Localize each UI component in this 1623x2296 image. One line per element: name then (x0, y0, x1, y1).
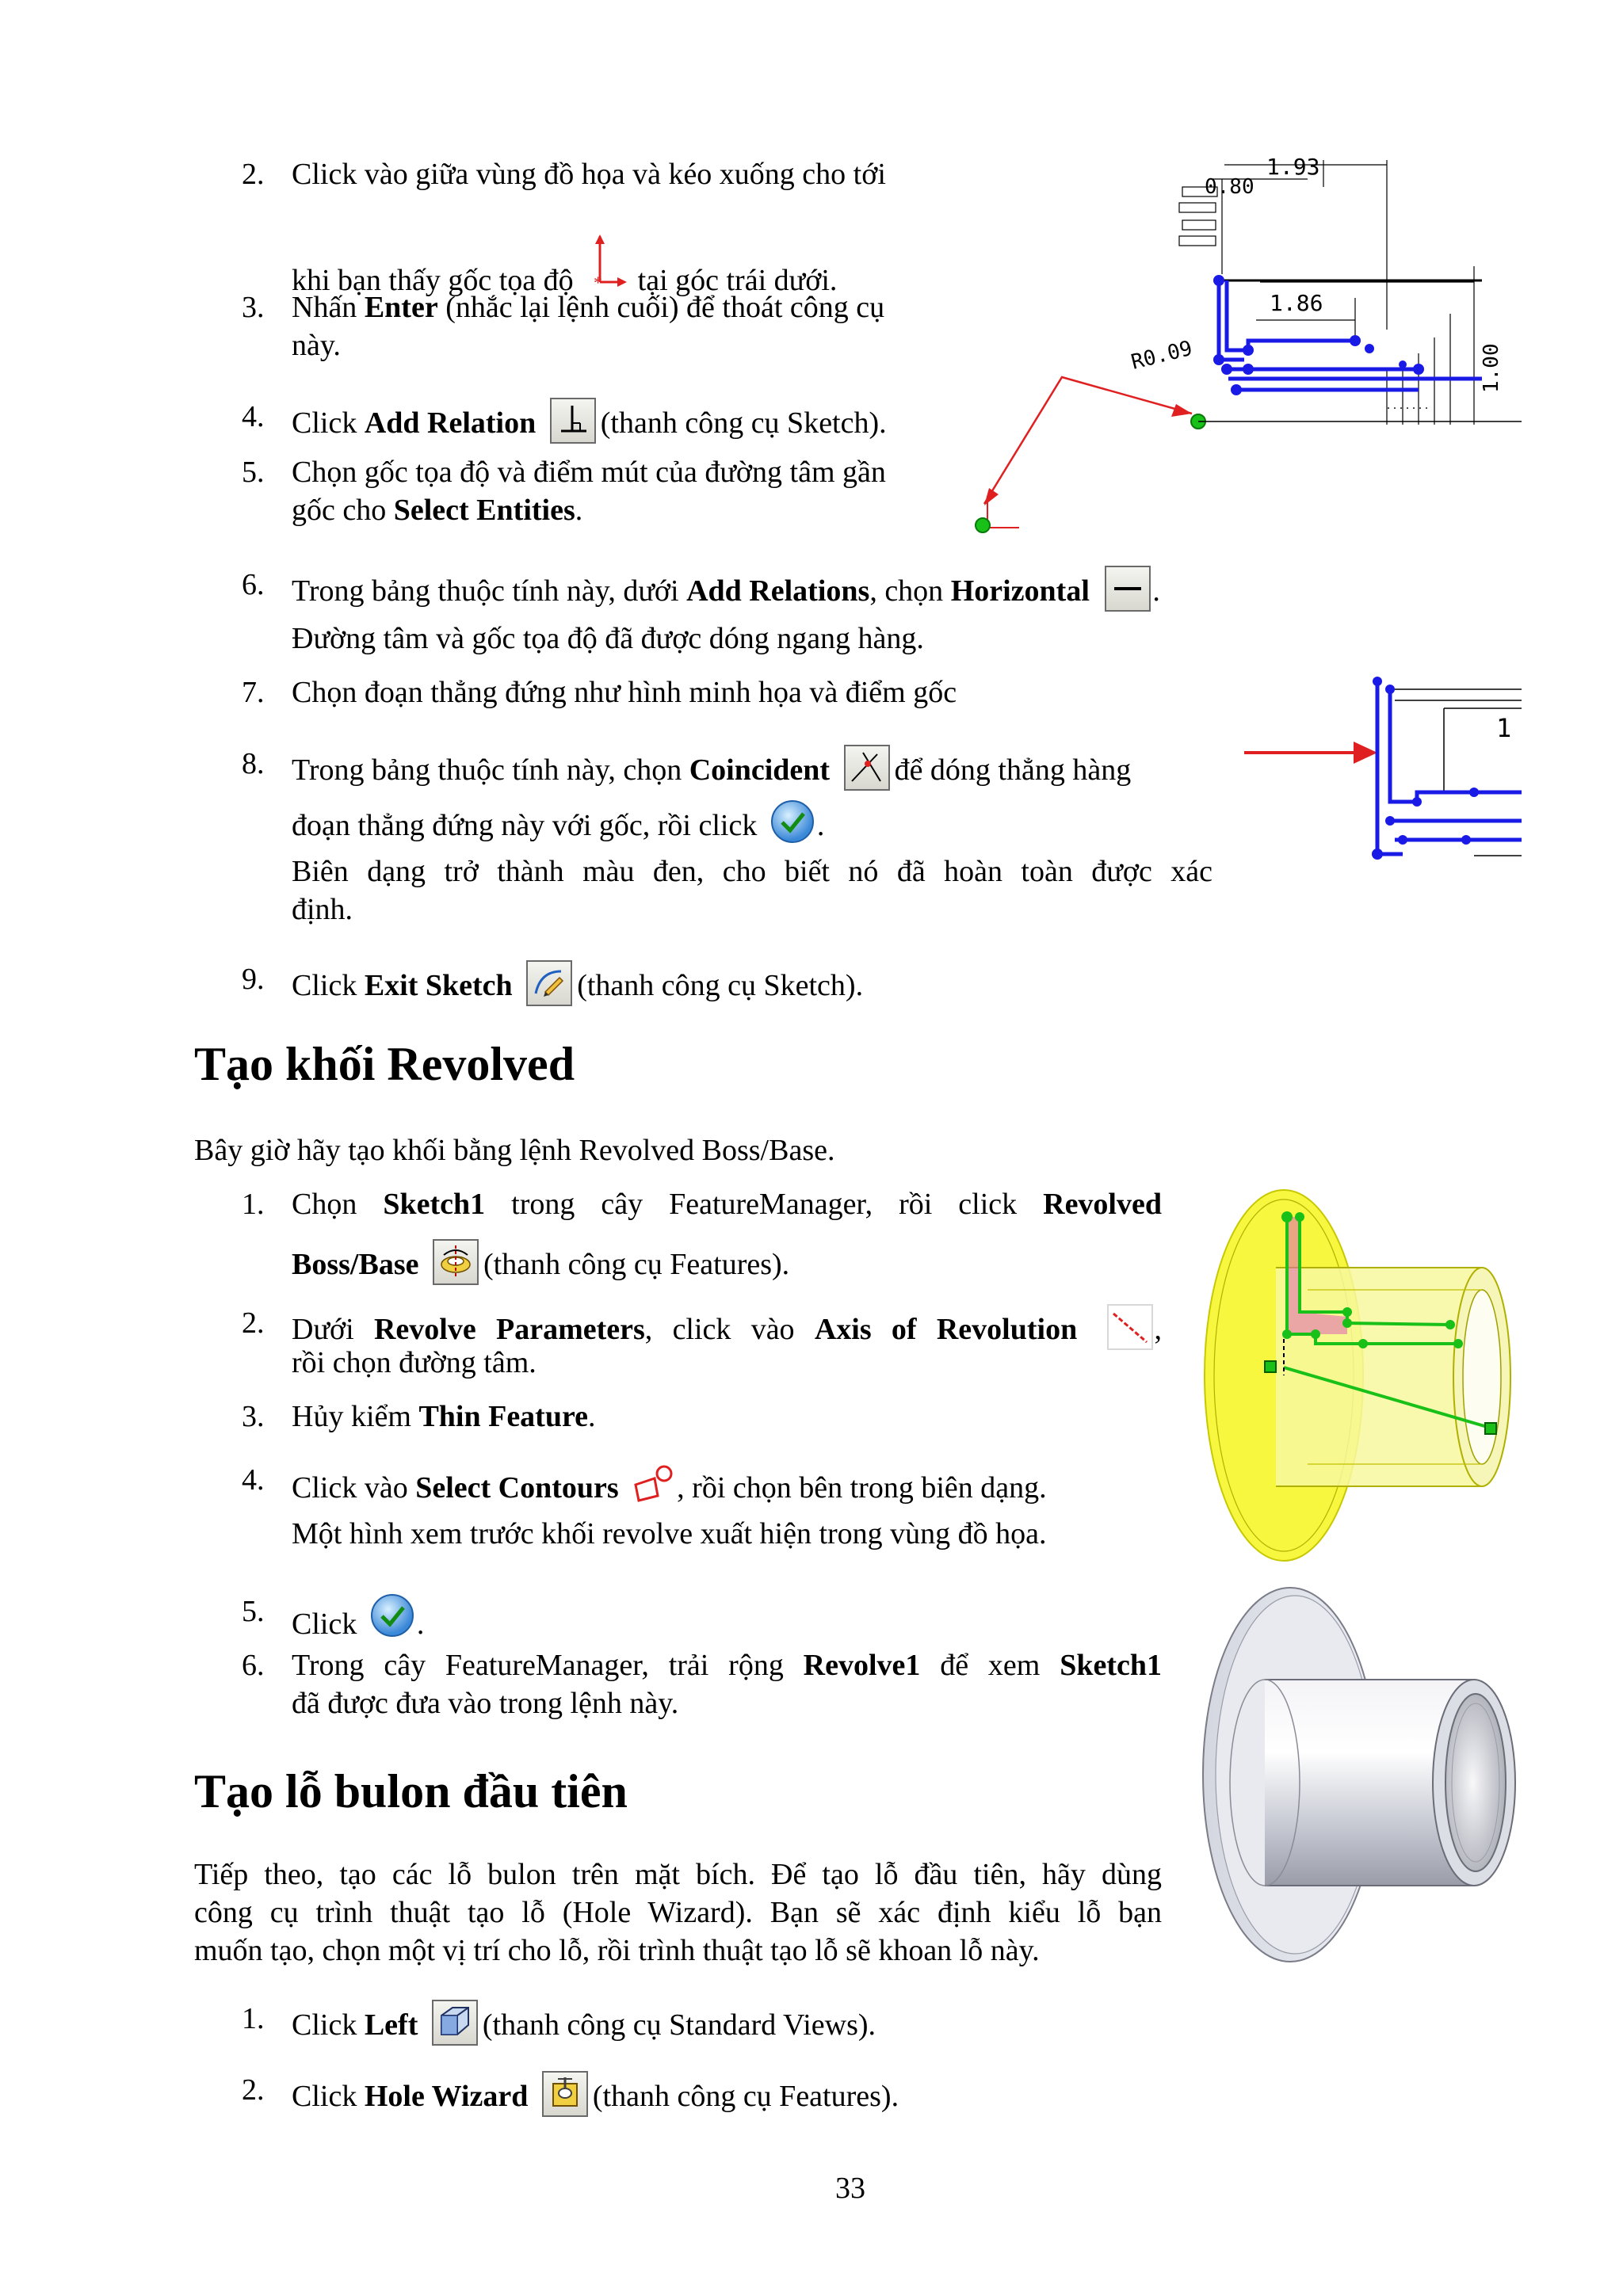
paragraph-line: Tiếp theo, tạo các lỗ bulon trên mặt bích. Để tạo lỗ đầu tiên, hãy dùng (194, 1858, 1162, 1891)
step-text-line: Đường tâm và gốc tọa độ đã được dóng ngang hàng. (292, 622, 924, 655)
step-text-line: này. (292, 329, 341, 362)
section-heading: Tạo khối Revolved (194, 1038, 575, 1090)
step-text-part: khi bạn thấy gốc tọa độ (292, 264, 574, 297)
svg-text:*: * (594, 273, 603, 292)
coincident-relation-icon[interactable] (844, 745, 890, 791)
dimension-label: 1.93 (1266, 155, 1320, 180)
revolve-preview-figure (1189, 1185, 1522, 1566)
step-text: Click Add Relation (thanh công cụ Sketch). (292, 398, 887, 444)
revolved-part-figure (1189, 1585, 1522, 1965)
dimension-label: 1 (1496, 713, 1512, 743)
step-text: Click Hole Wizard (thanh công cụ Features). (292, 2071, 899, 2117)
step-text: Click . (292, 1592, 424, 1643)
coincident-detail-figure (1236, 673, 1522, 879)
add-relation-icon[interactable] (550, 398, 596, 444)
step-text: Nhấn Enter (nhắc lại lệnh cuối) để thoát công cụ (292, 291, 885, 324)
step-text: Chọn gốc tọa độ và điểm mút của đường tâm gần (292, 456, 886, 489)
step-text-line: định. (292, 893, 353, 926)
horizontal-relation-icon[interactable] (1105, 566, 1151, 612)
step-text: Trong cây FeatureManager, trải rộng Revolve1 để xem Sketch1 (292, 1649, 1162, 1682)
ok-checkmark-icon[interactable] (369, 1592, 415, 1638)
dimension-label: 1.00 (1480, 343, 1503, 393)
exit-sketch-icon[interactable] (526, 960, 572, 1006)
dimension-label: 0.80 (1205, 175, 1254, 199)
svg-text:. . . . . . .: . . . . . . . (1387, 399, 1428, 412)
step-number: 3. (242, 1400, 265, 1433)
step-text: Trong bảng thuộc tính này, dưới Add Relations, chọn Horizontal . (292, 566, 1160, 612)
step-text: Dưới Revolve Parameters, click vào Axis of Revolution , (292, 1304, 1162, 1350)
dimension-label: 1.86 (1270, 290, 1323, 316)
axis-of-revolution-icon[interactable] (1107, 1304, 1153, 1350)
step-number: 6. (242, 568, 265, 601)
step-text: Hủy kiểm Thin Feature. (292, 1400, 596, 1433)
sketch-dimension-figure (975, 155, 1522, 536)
step-number: 1. (242, 2002, 265, 2035)
step-number: 5. (242, 1595, 265, 1628)
select-contours-icon[interactable] (631, 1461, 675, 1505)
step-text: Trong bảng thuộc tính này, chọn Coincident để dóng thẳng hàng (292, 745, 1131, 791)
step-number: 7. (242, 676, 265, 709)
step-text-line: Boss/Base (thanh công cụ Features). (292, 1239, 789, 1285)
step-text-part: tại góc trái dưới. (637, 264, 838, 297)
step-number: 8. (242, 747, 265, 780)
step-text: Click vào Select Contours , rồi chọn bên trong biên dạng. (292, 1461, 1047, 1507)
step-text-line: Một hình xem trước khối revolve xuất hiện trong vùng đồ họa. (292, 1517, 1047, 1550)
section-heading: Tạo lỗ bulon đầu tiên (194, 1765, 628, 1817)
step-text-line: Biên dạng trở thành màu đen, cho biết nó đã hoàn toàn được xác (292, 855, 1212, 888)
step-text: Chọn đoạn thẳng đứng như hình minh họa và điểm gốc (292, 676, 957, 709)
step-number: 5. (242, 456, 265, 489)
paragraph-line: công cụ trình thuật tạo lỗ (Hole Wizard). Bạn sẽ xác định kiểu lỗ bạn (194, 1896, 1162, 1929)
step-number: 3. (242, 291, 265, 324)
radius-label: R0.09 (1128, 336, 1195, 375)
step-text: Click vào giữa vùng đồ họa và kéo xuống cho tới (292, 158, 886, 191)
step-text-line: rồi chọn đường tâm. (292, 1346, 537, 1379)
revolved-boss-icon[interactable] (433, 1239, 479, 1285)
left-view-icon[interactable] (432, 2000, 478, 2046)
step-number: 2. (242, 158, 265, 191)
step-number: 9. (242, 963, 265, 996)
section-intro: Bây giờ hãy tạo khối bằng lệnh Revolved Boss/Base. (194, 1134, 835, 1167)
step-text-line: đã được đưa vào trong lệnh này. (292, 1687, 679, 1720)
step-number: 4. (242, 1463, 265, 1497)
step-number: 2. (242, 1306, 265, 1340)
step-number: 1. (242, 1188, 265, 1221)
step-text-line: đoạn thẳng đứng này với gốc, rồi click . (292, 799, 824, 845)
step-text: Chọn Sketch1 trong cây FeatureManager, rồi click Revolved (292, 1188, 1162, 1221)
step-text: Click Exit Sketch (thanh công cụ Sketch). (292, 960, 863, 1006)
hole-wizard-icon[interactable] (542, 2071, 588, 2117)
ok-checkmark-icon[interactable] (769, 799, 815, 845)
step-text: Click Left (thanh công cụ Standard Views). (292, 2000, 876, 2046)
step-text-line: gốc cho Select Entities. (292, 494, 583, 527)
step-number: 6. (242, 1649, 265, 1682)
paragraph-line: muốn tạo, chọn một vị trí cho lỗ, rồi trình thuật tạo lỗ sẽ khoan lỗ này. (194, 1934, 1040, 1967)
step-number: 2. (242, 2073, 265, 2107)
page-number: 33 (835, 2172, 865, 2205)
step-number: 4. (242, 400, 265, 433)
